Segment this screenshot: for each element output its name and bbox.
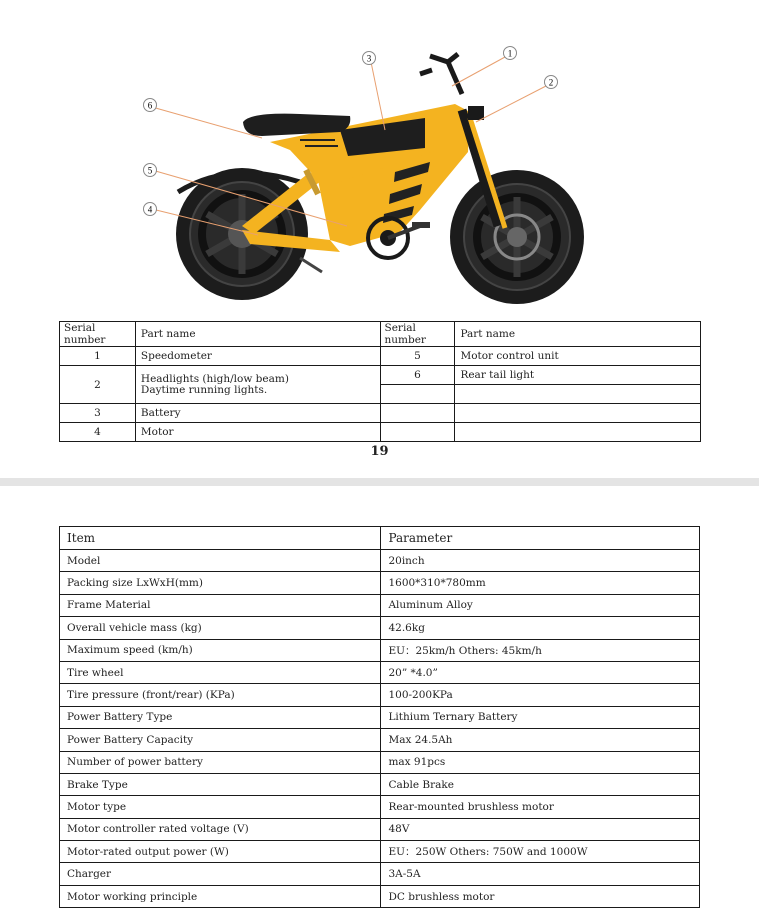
svg-text:2: 2 xyxy=(548,77,554,88)
spec-item-cell: Motor type xyxy=(60,796,381,818)
spec-item-cell: Power Battery Capacity xyxy=(60,729,381,751)
table-row xyxy=(60,773,700,795)
spec-parameter-cell: max 91pcs xyxy=(381,751,700,773)
spec-item-cell: Tire pressure (front/rear) (KPa) xyxy=(60,684,381,706)
callout-3 xyxy=(363,52,376,65)
page-number: 19 xyxy=(370,444,389,459)
empty-cell xyxy=(455,385,701,404)
table-row xyxy=(60,639,700,661)
serial-number-cell: 2 xyxy=(60,366,136,404)
part-name-line: Headlights (high/low beam) xyxy=(140,372,289,385)
table-row xyxy=(60,706,700,728)
rear-wheel xyxy=(176,168,308,300)
ebike-illustration xyxy=(0,0,759,318)
callout-6 xyxy=(144,99,157,112)
svg-text:5: 5 xyxy=(147,165,153,176)
table-row xyxy=(60,366,701,385)
spec-parameter-cell: Rear-mounted brushless motor xyxy=(381,796,700,818)
spec-parameter-cell: 100-200KPa xyxy=(381,684,700,706)
spec-item-cell: Number of power battery xyxy=(60,751,381,773)
part-name-line: Daytime running lights. xyxy=(140,383,268,396)
table-row xyxy=(60,617,700,639)
spec-item-cell: Brake Type xyxy=(60,773,381,795)
spec-table xyxy=(59,526,700,908)
header-parameter: Parameter xyxy=(381,527,700,550)
table-row xyxy=(60,594,700,616)
part-name-cell: Motor xyxy=(135,423,380,442)
spec-item-cell: Motor working principle xyxy=(60,885,381,907)
spec-parameter-cell: Aluminum Alloy xyxy=(381,594,700,616)
table-row xyxy=(60,796,700,818)
table-row xyxy=(60,885,700,907)
table-row xyxy=(60,863,700,885)
parts-table xyxy=(59,321,701,442)
table-row xyxy=(60,751,700,773)
part-name-cell: Rear tail light xyxy=(455,366,701,385)
spec-parameter-cell: 20inch xyxy=(381,550,700,572)
spec-header-row xyxy=(60,527,700,550)
serial-number-cell: 4 xyxy=(60,423,136,442)
header-serial-number-left: Serial number xyxy=(60,322,136,347)
spec-parameter-cell: EU：250W Others: 750W and 1000W xyxy=(381,841,700,863)
spec-item-cell: Motor controller rated voltage (V) xyxy=(60,818,381,840)
table-row xyxy=(60,818,700,840)
spec-item-cell: Maximum speed (km/h) xyxy=(60,639,381,661)
callout-2 xyxy=(545,76,558,89)
table-row xyxy=(60,684,700,706)
spec-parameter-cell: 48V xyxy=(381,818,700,840)
empty-cell xyxy=(455,404,701,423)
svg-text:3: 3 xyxy=(366,53,372,64)
spec-item-cell: Frame Material xyxy=(60,594,381,616)
serial-number-cell: 1 xyxy=(60,347,136,366)
table-row xyxy=(60,572,700,594)
empty-cell xyxy=(380,404,455,423)
spec-item-cell: Packing size LxWxH(mm) xyxy=(60,572,381,594)
parts-header-row xyxy=(60,322,701,347)
spec-parameter-cell: 20” *4.0” xyxy=(381,661,700,683)
header-part-name-right: Part name xyxy=(455,322,701,347)
table-row xyxy=(60,661,700,683)
empty-cell xyxy=(455,423,701,442)
table-row xyxy=(60,404,701,423)
part-name-cell: Motor control unit xyxy=(455,347,701,366)
part-name-cell xyxy=(135,366,380,404)
table-row xyxy=(60,841,700,863)
part-name-cell: Battery xyxy=(135,404,380,423)
spec-parameter-cell: 42.6kg xyxy=(381,617,700,639)
svg-text:6: 6 xyxy=(147,100,153,111)
empty-cell xyxy=(380,423,455,442)
spec-parameter-cell: Cable Brake xyxy=(381,773,700,795)
spec-parameter-cell: Max 24.5Ah xyxy=(381,729,700,751)
header-serial-number-right: Serial number xyxy=(380,322,455,347)
callout-4 xyxy=(144,203,157,216)
callout-5 xyxy=(144,164,157,177)
svg-text:1: 1 xyxy=(507,48,513,59)
serial-number-cell: 3 xyxy=(60,404,136,423)
spec-item-cell: Overall vehicle mass (kg) xyxy=(60,617,381,639)
table-row xyxy=(60,347,701,366)
spec-parameter-cell: 1600*310*780mm xyxy=(381,572,700,594)
page-divider xyxy=(0,478,759,486)
front-wheel xyxy=(450,170,584,304)
header-item: Item xyxy=(60,527,381,550)
spec-parameter-cell: EU：25km/h Others: 45km/h xyxy=(381,639,700,661)
spec-item-cell: Charger xyxy=(60,863,381,885)
spec-item-cell: Model xyxy=(60,550,381,572)
svg-text:4: 4 xyxy=(147,204,153,215)
serial-number-cell: 6 xyxy=(380,366,455,385)
callout-1 xyxy=(504,47,517,60)
part-name-cell: Speedometer xyxy=(135,347,380,366)
spec-item-cell: Motor-rated output power (W) xyxy=(60,841,381,863)
spec-parameter-cell: 3A-5A xyxy=(381,863,700,885)
spec-parameter-cell: DC brushless motor xyxy=(381,885,700,907)
spec-parameter-cell: Lithium Ternary Battery xyxy=(381,706,700,728)
serial-number-cell: 5 xyxy=(380,347,455,366)
table-row xyxy=(60,729,700,751)
headlight xyxy=(468,106,484,120)
spec-item-cell: Power Battery Type xyxy=(60,706,381,728)
handlebar xyxy=(420,54,462,94)
header-part-name-left: Part name xyxy=(135,322,380,347)
table-row xyxy=(60,550,700,572)
spec-item-cell: Tire wheel xyxy=(60,661,381,683)
empty-cell xyxy=(380,385,455,404)
table-row xyxy=(60,423,701,442)
